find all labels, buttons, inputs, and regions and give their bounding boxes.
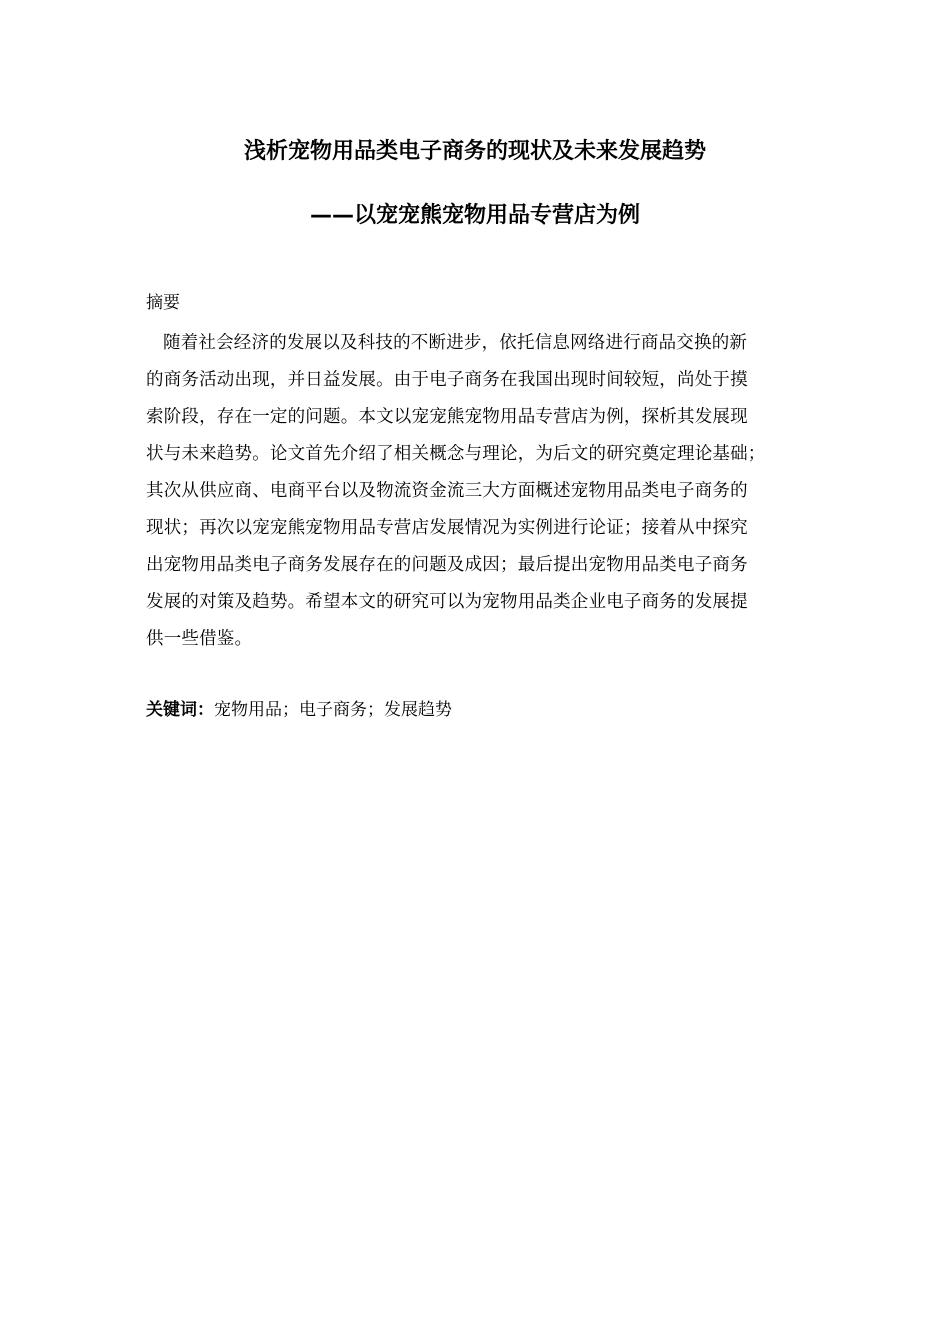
abstract-line: 供一些借鉴。 (146, 629, 253, 649)
keywords-label: 关键词： (146, 700, 214, 720)
abstract-line: 出宠物用品类电子商务发展存在的问题及成因；最后提出宠物用品类电子商务 (146, 555, 748, 575)
abstract-line: 状与未来趋势。论文首先介绍了相关概念与理论，为后文的研究奠定理论基础； (146, 444, 766, 464)
abstract-line: 随着社会经济的发展以及科技的不断进步，依托信息网络进行商品交换的新 (163, 333, 748, 353)
abstract-line: 索阶段，存在一定的问题。本文以宠宠熊宠物用品专营店为例，探析其发展现 (146, 407, 748, 427)
keywords (146, 697, 452, 723)
abstract-line: 的商务活动出现，并日益发展。由于电子商务在我国出现时间较短，尚处于摸 (146, 370, 748, 390)
keywords-value: 宠物用品；电子商务；发展趋势 (214, 700, 452, 720)
abstract-body (146, 325, 818, 658)
abstract-heading: 摘要 (146, 293, 180, 313)
document-title: 浅析宠物用品类电子商务的现状及未来发展趋势 (243, 139, 706, 164)
abstract-line: 现状；再次以宠宠熊宠物用品专营店发展情况为实例进行论证；接着从中探究 (146, 518, 748, 538)
document-subtitle: ——以宠宠熊宠物用品专营店为例 (309, 203, 640, 228)
abstract-line: 其次从供应商、电商平台以及物流资金流三大方面概述宠物用品类电子商务的 (146, 481, 748, 501)
abstract-line: 发展的对策及趋势。希望本文的研究可以为宠物用品类企业电子商务的发展提 (146, 592, 748, 612)
